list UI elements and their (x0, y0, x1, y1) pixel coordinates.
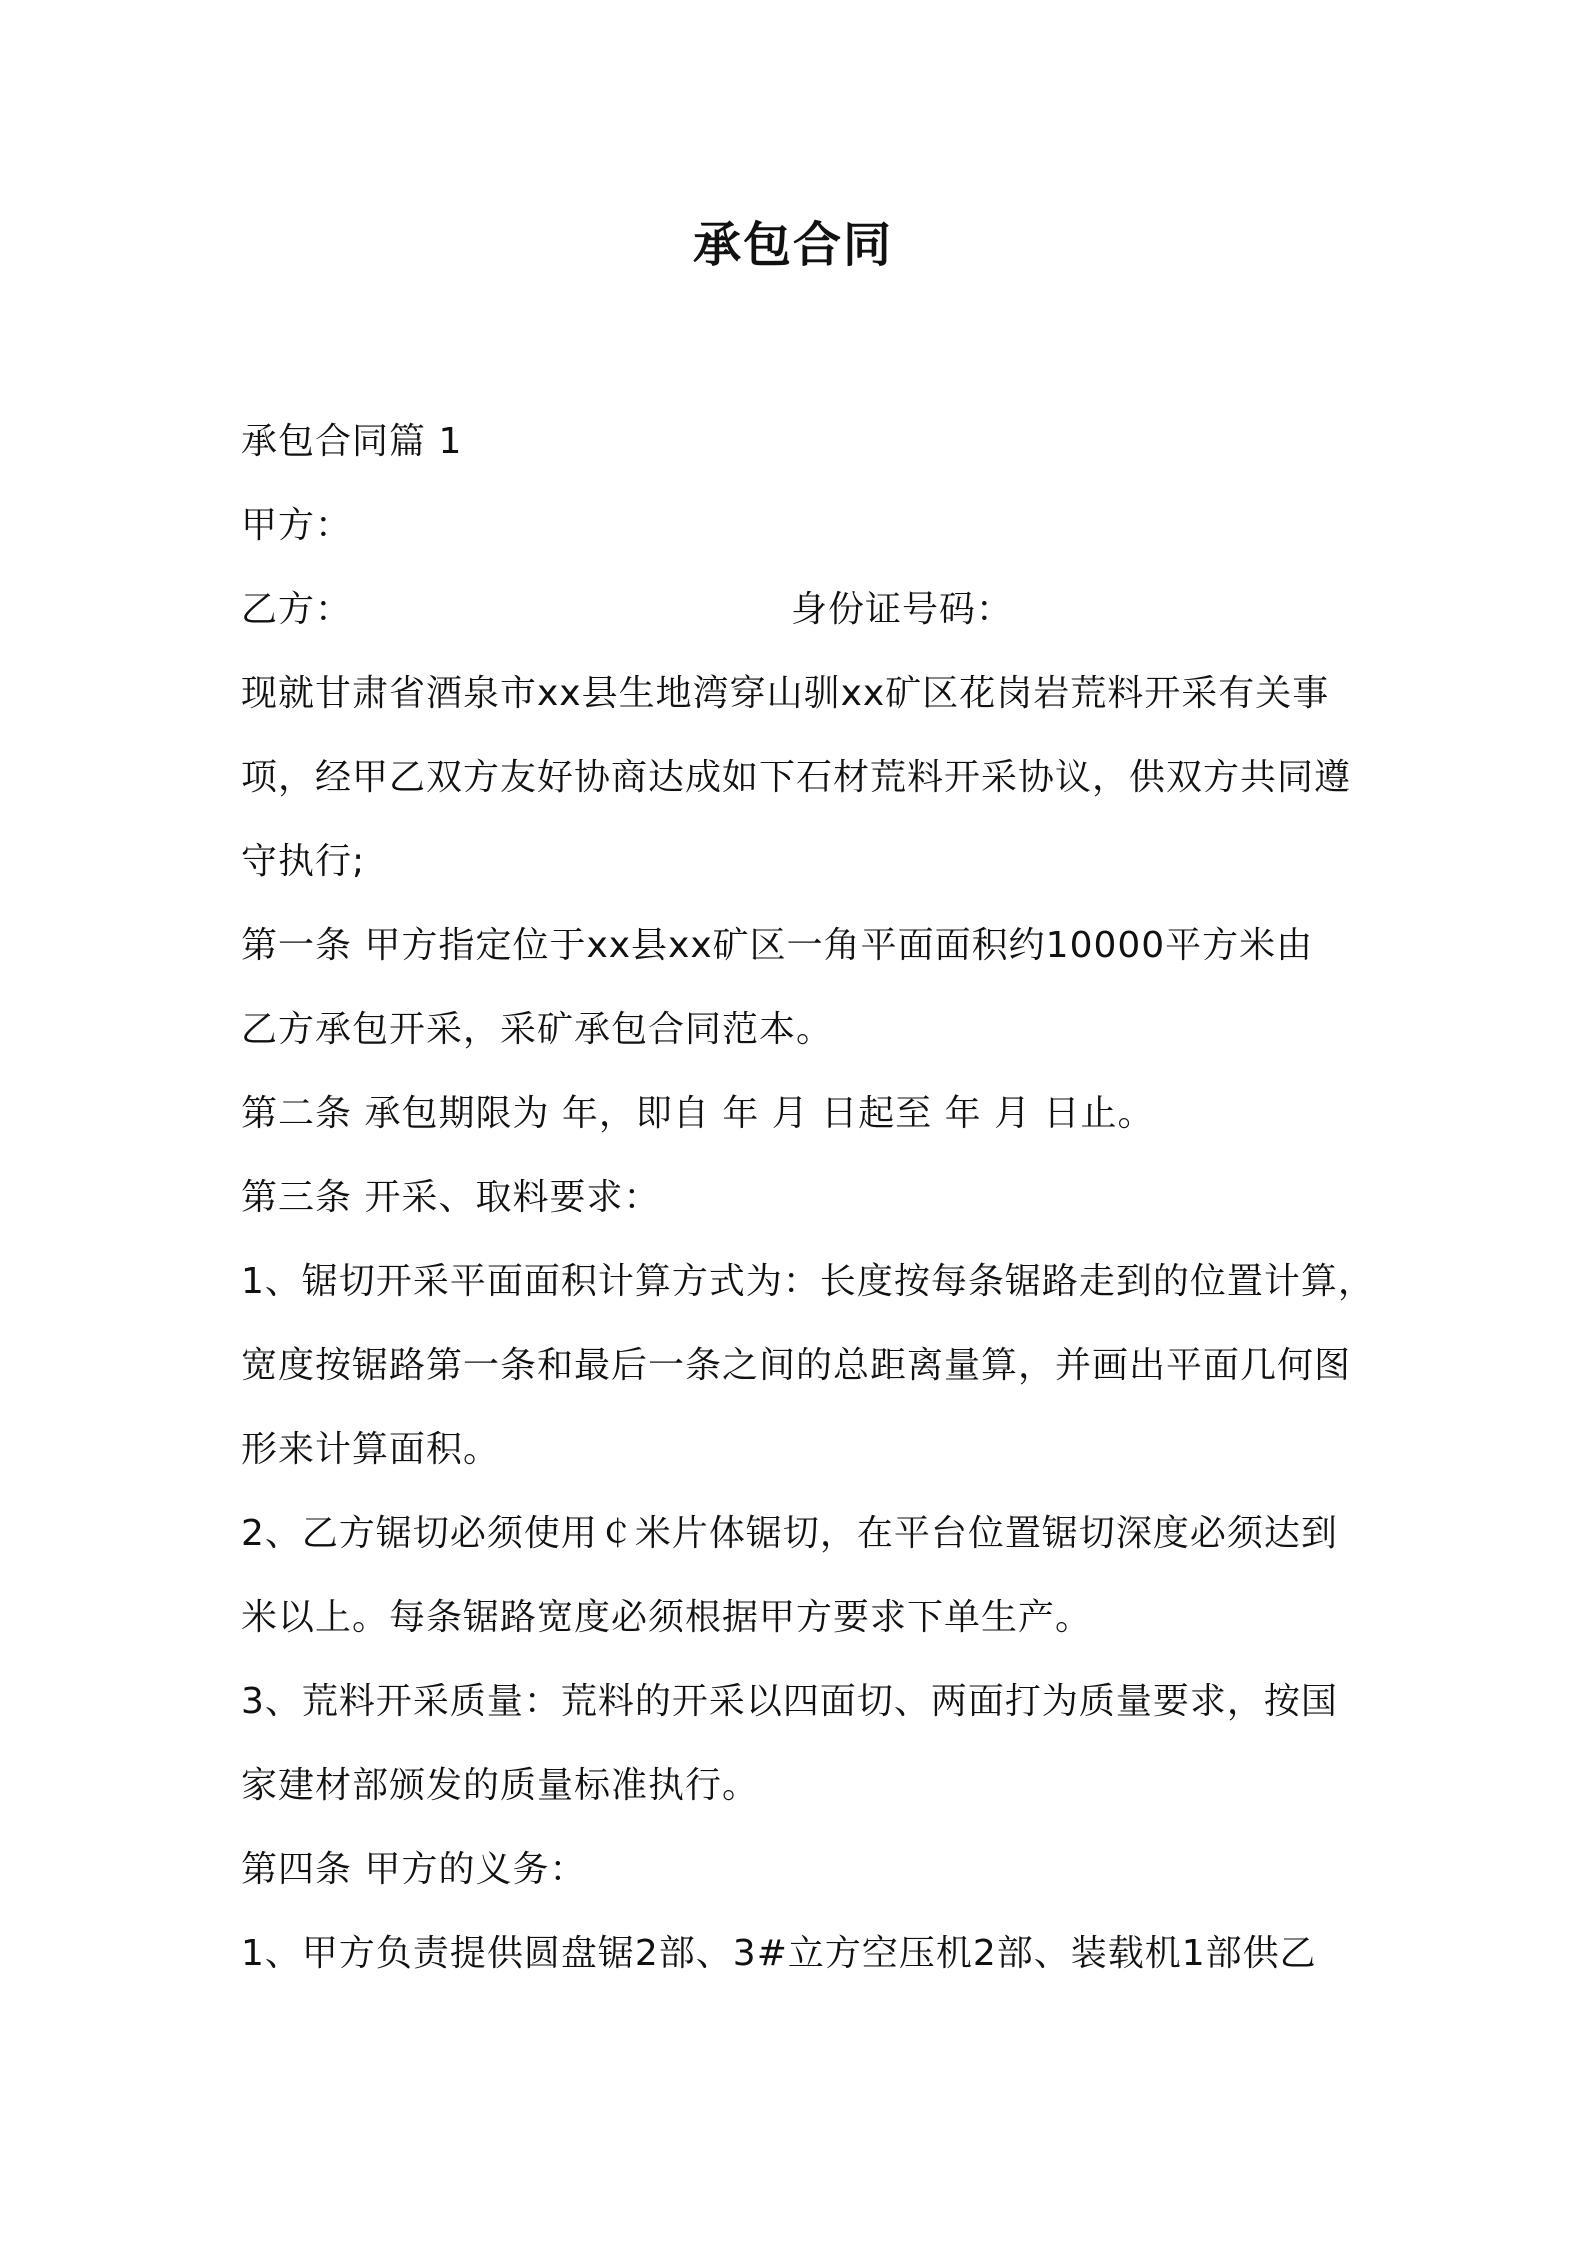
document-body (241, 400, 1375, 1996)
item-3-line: 3、荒料开采质量：荒料的开采以四面切、两面打为质量要求，按国 (241, 1681, 1338, 1722)
item-1-line: 1、锯切开采平面面积计算方式为：长度按每条锯路走到的位置计算， (241, 1261, 1375, 1302)
paragraph-line: 项，经甲乙双方友好协商达成如下石材荒料开采协议，供双方共同遵 (241, 757, 1352, 798)
article-4-heading: 第四条 甲方的义务： (241, 1849, 587, 1890)
item-1-line: 形来计算面积。 (241, 1429, 501, 1470)
article-4-item-1-line: 1、甲方负责提供圆盘锯2部、3#立方空压机2部、装载机1部供乙 (241, 1933, 1317, 1974)
paragraph-line: 现就甘肃省酒泉市xx县生地湾穿山驯xx矿区花岗岩荒料开采有关事 (241, 673, 1330, 714)
party-b-label: 乙方： (241, 589, 353, 630)
document-title: 承包合同 (692, 217, 893, 273)
item-2-line: 米以上。每条锯路宽度必须根据甲方要求下单生产。 (241, 1597, 1093, 1638)
party-a-line: 甲方： (241, 505, 353, 546)
article-3-heading: 第三条 开采、取料要求： (241, 1177, 661, 1218)
id-number-label: 身份证号码： (791, 589, 1014, 630)
article-1-line: 乙方承包开采，采矿承包合同范本。 (241, 1009, 834, 1050)
paragraph-line: 守执行; (241, 841, 366, 882)
party-b-line (241, 568, 1371, 652)
item-2-line: 2、乙方锯切必须使用￠米片体锯切，在平台位置锯切深度必须达到 (241, 1513, 1338, 1554)
item-1-line: 宽度按锯路第一条和最后一条之间的总距离量算，并画出平面几何图 (241, 1345, 1352, 1386)
article-2-line: 第二条 承包期限为 年，即自 年 月 日起至 年 月 日止。 (241, 1093, 1155, 1134)
article-1-line: 第一条 甲方指定位于xx县xx矿区一角平面面积约10000平方米由 (241, 925, 1314, 966)
item-3-line: 家建材部颁发的质量标准执行。 (241, 1765, 760, 1806)
section-heading: 承包合同篇 1 (241, 421, 463, 462)
